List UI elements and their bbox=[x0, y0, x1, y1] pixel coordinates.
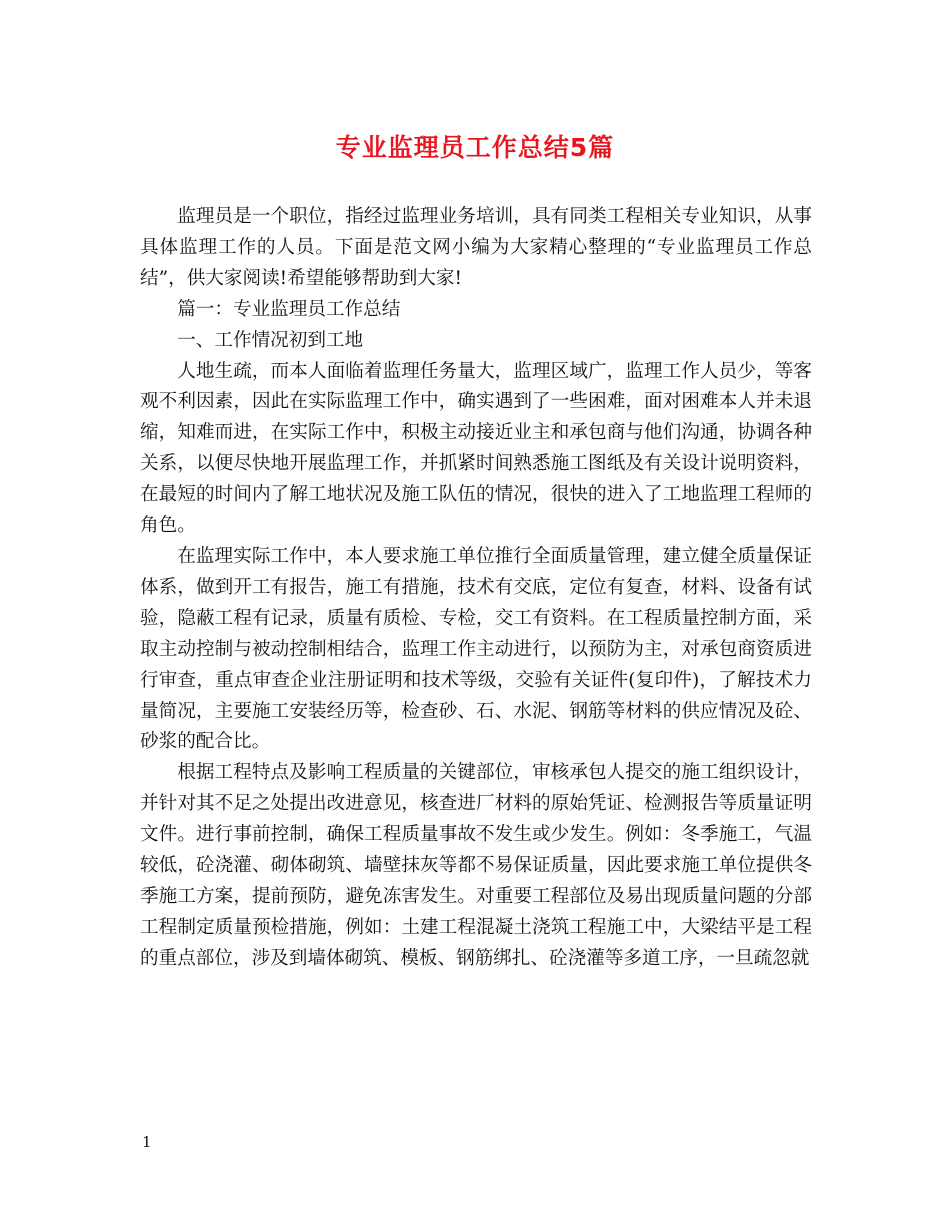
document-title: 专业监理员工作总结5篇 bbox=[335, 133, 615, 162]
paragraph-section-heading: 篇一：专业监理员工作总结 bbox=[177, 298, 401, 320]
paragraph-intro: 监理员是一个职位，指经过监理业务培训，具有同类工程相关专业知识，从事具体监理工作的人员。下面是范文网小编为大家精心整理的“专业监理员工作总结”，供大家阅读!希望能够帮助到大家! bbox=[140, 206, 812, 289]
paragraph-quality-management: 在监理实际工作中，本人要求施工单位推行全面质量管理，建立健全质量保证体系，做到开工有报告，施工有措施，技术有交底，定位有复查，材料、设备有试验，隐蔽工程有记录，质量有质检、专检，交工有资料。在工程质量控制方面，采取主动控制与被动控制相结合，监理工作主动进行，以预防为主，对承包商资质进行审查，重点审查企业注册证明和技术等级，交验有关证件(复印件)，了解技术力量简况，主要施工安装经历等，检查砂、石、水泥、钢筋等材料的供应情况及砼、砂浆的配合比。 bbox=[140, 545, 812, 753]
document-body bbox=[140, 202, 812, 975]
paragraph-work-situation: 人地生疏，而本人面临着监理任务量大，监理区域广，监理工作人员少，等客观不利因素，因此在实际监理工作中，确实遇到了一些困难，面对困难本人并未退缩，知难而进，在实际工作中，积极主动接近业主和承包商与他们沟通，协调各种关系，以便尽快地开展监理工作，并抓紧时间熟悉施工图纸及有关设计说明资料，在最短的时间内了解工地状况及施工队伍的情况，很快的进入了工地监理工程师的角色。 bbox=[140, 360, 812, 537]
paragraph-subheading: 一、工作情况初到工地 bbox=[177, 329, 364, 351]
page-number: 1 bbox=[142, 1133, 152, 1151]
paragraph-quality-control: 根据工程特点及影响工程质量的关键部位，审核承包人提交的施工组织设计，并针对其不足之处提出改进意见，核查进厂材料的原始凭证、检测报告等质量证明文件。进行事前控制，确保工程质量事故不发生或少发生。例如：冬季施工，气温较低，砼浇灌、砌体砌筑、墙壁抹灰等都不易保证质量，因此要求施工单位提供冬季施工方案，提前预防，避免冻害发生。对重要工程部位及易出现质量问题的分部工程制定质量预检措施，例如：土建工程混凝土浇筑工程施工中，大梁结平是工程的重点部位，涉及到墙体砌筑、模板、钢筋绑扎、砼浇灌等多道工序，一旦疏忽就 bbox=[140, 762, 812, 969]
